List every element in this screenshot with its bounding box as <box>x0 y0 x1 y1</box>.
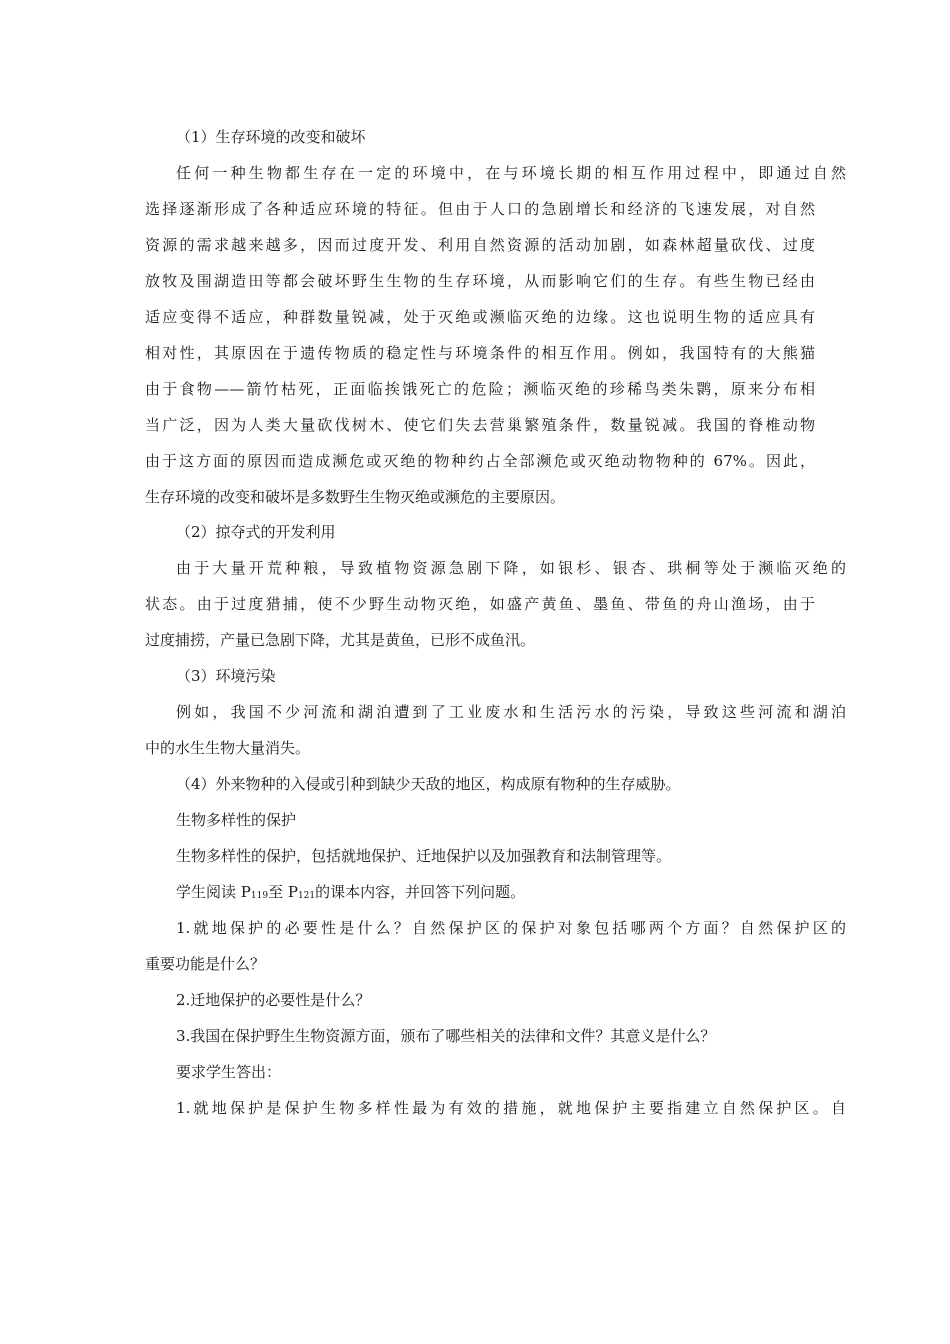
heading-habitat-change: （1）生存环境的改变和破坏 <box>176 128 366 146</box>
reading-text: 至 P <box>268 883 298 901</box>
paragraph-line: 适应变得不适应，种群数量锐减，处于灭绝或濒临灭绝的边缘。这也说明生物的适应具有 <box>145 308 815 326</box>
paragraph-line: 生物多样性的保护，包括就地保护、迁地保护以及加强教育和法制管理等。 <box>176 847 672 865</box>
reading-assignment <box>176 882 846 906</box>
paragraph-line: 相对性，其原因在于遗传物质的稳定性与环境条件的相互作用。例如，我国特有的大熊猫 <box>145 344 815 362</box>
paragraph-line: 当广泛，因为人类大量砍伐树木、使它们失去营巢繁殖条件，数量锐减。我国的脊椎动物 <box>145 416 815 434</box>
paragraph-line: 由于食物——箭竹枯死，正面临挨饿死亡的危险；濒临灭绝的珍稀鸟类朱鹮，原来分布相 <box>145 380 815 398</box>
paragraph-line: 状态。由于过度猎捕，使不少野生动物灭绝，如盛产黄鱼、墨鱼、带鱼的舟山渔场，由于 <box>145 595 815 613</box>
paragraph-line: 放牧及围湖造田等都会破坏野生生物的生存环境，从而影响它们的生存。有些生物已经由 <box>145 272 815 290</box>
paragraph-line: 由于这方面的原因而造成濒危或灭绝的物种约占全部濒危或灭绝动物物种的 67%。因此， <box>145 452 815 470</box>
heading-overexploitation: （2）掠夺式的开发利用 <box>176 523 336 541</box>
answer-heading: 要求学生答出： <box>176 1063 282 1081</box>
heading-biodiversity-protection: 生物多样性的保护 <box>176 811 297 829</box>
paragraph-line: 中的水生生物大量消失。 <box>145 739 311 757</box>
paragraph-line: 选择逐渐形成了各种适应环境的特征。但由于人口的急剧增长和经济的飞速发展，对自然 <box>145 200 815 218</box>
question-2: 2.迁地保护的必要性是什么？ <box>176 991 371 1009</box>
answer-1: 1.就地保护是保护生物多样性最为有效的措施，就地保护主要指建立自然保护区。自 <box>176 1099 846 1117</box>
question-1: 1.就地保护的必要性是什么？自然保护区的保护对象包括哪两个方面？自然保护区的 <box>176 919 846 937</box>
paragraph-line: 资源的需求越来越多，因而过度开发、利用自然资源的活动加剧，如森林超量砍伐、过度 <box>145 236 815 254</box>
heading-invasive-species: （4）外来物种的入侵或引种到缺少天敌的地区，构成原有物种的生存威胁。 <box>176 775 681 793</box>
heading-pollution: （3）环境污染 <box>176 667 276 685</box>
question-1-continued: 重要功能是什么？ <box>145 955 266 973</box>
reading-text: 的课本内容，并回答下列问题。 <box>315 883 526 901</box>
page-end-subscript: 121 <box>297 891 316 901</box>
paragraph-line: 过度捕捞，产量已急剧下降，尤其是黄鱼，已形不成鱼汛。 <box>145 631 536 649</box>
paragraph-line: 例如，我国不少河流和湖泊遭到了工业废水和生活污水的污染，导致这些河流和湖泊 <box>176 703 846 721</box>
paragraph-line: 由于大量开荒种粮，导致植物资源急剧下降，如银杉、银杏、珙桐等处于濒临灭绝的 <box>176 559 846 577</box>
paragraph-line: 任何一种生物都生存在一定的环境中，在与环境长期的相互作用过程中，即通过自然 <box>176 164 846 182</box>
question-3: 3.我国在保护野生生物资源方面，颁布了哪些相关的法律和文件？其意义是什么？ <box>176 1027 716 1045</box>
reading-text: 学生阅读 P <box>176 883 251 901</box>
paragraph-line: 生存环境的改变和破坏是多数野生生物灭绝或濒危的主要原因。 <box>145 488 566 506</box>
page-start-subscript: 119 <box>250 891 269 901</box>
